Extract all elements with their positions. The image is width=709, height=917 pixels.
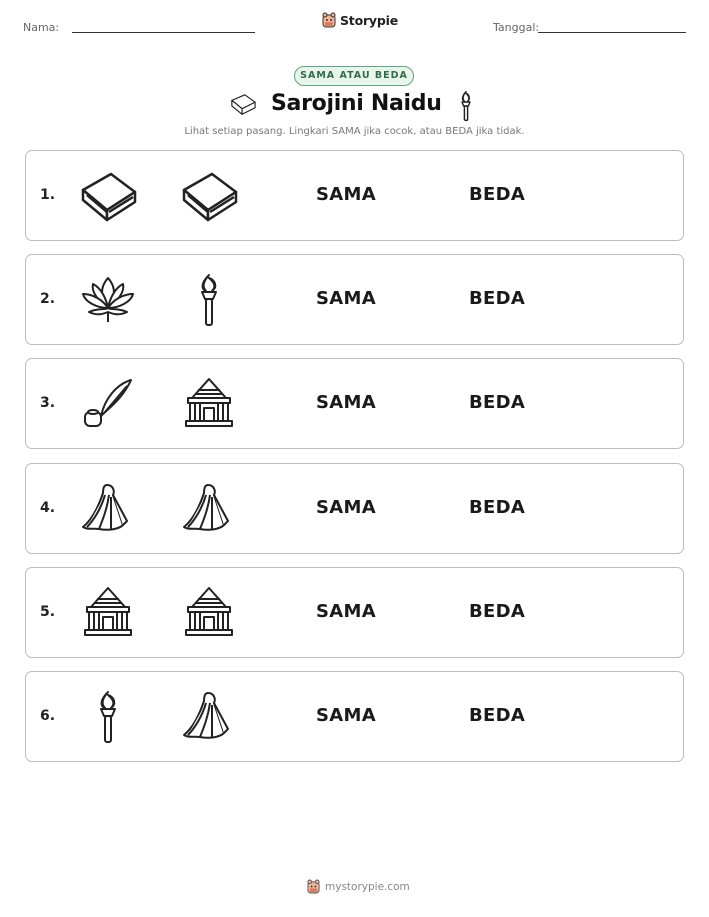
book-icon xyxy=(228,92,258,118)
activity-badge: SAMA ATAU BEDA xyxy=(294,66,414,86)
brand-name: Storypie xyxy=(340,12,398,28)
saree-icon xyxy=(180,689,238,745)
saree-icon xyxy=(180,481,238,537)
quill-ink-icon xyxy=(79,376,137,432)
date-field[interactable] xyxy=(538,32,686,33)
torch-icon xyxy=(458,90,474,122)
worksheet-row xyxy=(25,463,684,554)
book-icon xyxy=(79,168,137,224)
sama-option[interactable]: SAMA xyxy=(316,288,376,309)
row-number: 3. xyxy=(40,395,56,411)
row-number: 5. xyxy=(40,604,56,620)
worksheet-row xyxy=(25,254,684,345)
sama-option[interactable]: SAMA xyxy=(316,601,376,622)
brand-logo xyxy=(322,12,398,28)
name-field[interactable] xyxy=(72,32,255,33)
row-number: 6. xyxy=(40,708,56,724)
footer xyxy=(307,879,410,894)
worksheet-row xyxy=(25,567,684,658)
name-label: Nama: xyxy=(23,21,60,34)
beda-option[interactable]: BEDA xyxy=(469,392,526,413)
temple-icon xyxy=(79,585,137,641)
book-icon xyxy=(180,168,238,224)
storypie-mascot-icon xyxy=(307,879,320,894)
beda-option[interactable]: BEDA xyxy=(469,497,526,518)
lotus-icon xyxy=(79,272,137,328)
row-number: 2. xyxy=(40,291,56,307)
instructions: Lihat setiap pasang. Lingkari SAMA jika cocok, atau BEDA jika tidak. xyxy=(184,126,525,137)
row-number: 4. xyxy=(40,500,56,516)
date-label: Tanggal: xyxy=(493,21,540,34)
torch-icon xyxy=(79,689,137,745)
worksheet-row xyxy=(25,358,684,449)
beda-option[interactable]: BEDA xyxy=(469,184,526,205)
row-number: 1. xyxy=(40,187,56,203)
temple-icon xyxy=(180,376,238,432)
beda-option[interactable]: BEDA xyxy=(469,601,526,622)
worksheet-row xyxy=(25,150,684,241)
sama-option[interactable]: SAMA xyxy=(316,392,376,413)
sama-option[interactable]: SAMA xyxy=(316,497,376,518)
temple-icon xyxy=(180,585,238,641)
torch-icon xyxy=(180,272,238,328)
page-title: Sarojini Naidu xyxy=(271,91,442,116)
saree-icon xyxy=(79,481,137,537)
sama-option[interactable]: SAMA xyxy=(316,184,376,205)
footer-url: mystorypie.com xyxy=(325,880,410,893)
beda-option[interactable]: BEDA xyxy=(469,705,526,726)
sama-option[interactable]: SAMA xyxy=(316,705,376,726)
storypie-mascot-icon xyxy=(322,12,336,28)
beda-option[interactable]: BEDA xyxy=(469,288,526,309)
worksheet-row xyxy=(25,671,684,762)
